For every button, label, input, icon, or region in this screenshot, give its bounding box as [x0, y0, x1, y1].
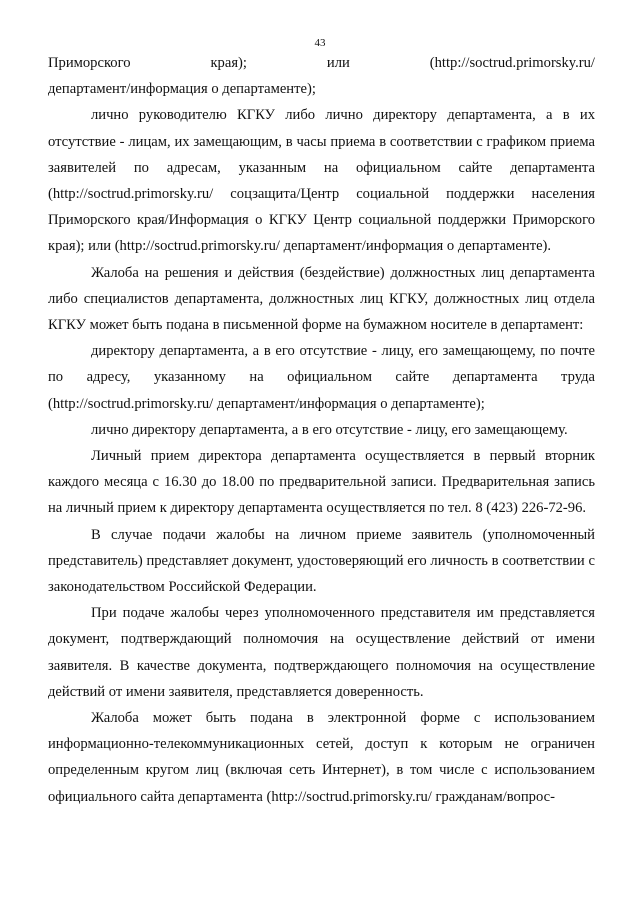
first-line-word-1: Приморского: [48, 55, 131, 71]
first-line-link: (http://soctrud.primorsky.ru/: [429, 55, 595, 71]
paragraph-1: департамент/информация о департаменте);: [48, 81, 316, 98]
paragraph-5: лично директору департамента, а в его отсутствие - лицу, его замещающему.: [91, 421, 568, 438]
paragraph-2: лично руководителю КГКУ либо лично директору департамента, а в их отсутствие - лицам, их замещающим, в часы приема в соответствии с графиком приема заявителей по адресам, указанным на официальном сайте департамента (http://soctrud.primorsky.ru/ соцзащита/Центр социальной поддержки населения Приморского края/Информация о КГКУ Центр социальной поддержки Приморского края); или (http://soctrud.primorsky.ru/ департамент/информация о департаменте).: [48, 107, 595, 255]
paragraph-7: В случае подачи жалобы на личном приеме заявитель (уполномоченный представитель) представляет документ, удостоверяющий его личность в соответствии с законодательством Российской Федерации.: [48, 526, 595, 596]
page-number: 43: [314, 37, 326, 49]
paragraph-4: директору департамента, а в его отсутствие - лицу, его замещающему, по почте по адресу, указанному на официальном сайте департамента труда (http://soctrud.primorsky.ru/ департамент/информация о департаменте);: [48, 343, 595, 412]
first-line: [48, 50, 595, 76]
first-line-word-2: края);: [210, 55, 247, 71]
paragraph-9: Жалоба может быть подана в электронной форме с использованием информационно-телекоммуникационных сетей, доступ к которым не ограничен определенным кругом лиц (включая сеть Интернет), в том числе с использованием официального сайта департамента (http://soctrud.primorsky.ru/ гражданам/вопрос-: [48, 710, 595, 805]
document-body: [48, 50, 595, 810]
first-line-word-3: или: [326, 55, 350, 71]
paragraph-3: Жалоба на решения и действия (бездействие) должностных лиц департамента либо специалистов департамента, должностных лиц КГКУ, должностных лиц отдела КГКУ может быть подана в письменной форме на бумажном носителе в департамент:: [48, 264, 595, 334]
paragraph-8: При подаче жалобы через уполномоченного представителя им представляется документ, подтверждающий полномочия на осуществление действий от имени заявителя. В качестве документа, подтверждающего полномочия на осуществление действий от имени заявителя, представляется доверенность.: [48, 605, 595, 700]
paragraph-6: Личный прием директора департамента осуществляется в первый вторник каждого месяца с 16.30 до 18.00 по предварительной записи. Предварительная запись на личный прием к директору департамента осуществляется по тел. 8 (423) 226-72-96.: [48, 448, 595, 517]
